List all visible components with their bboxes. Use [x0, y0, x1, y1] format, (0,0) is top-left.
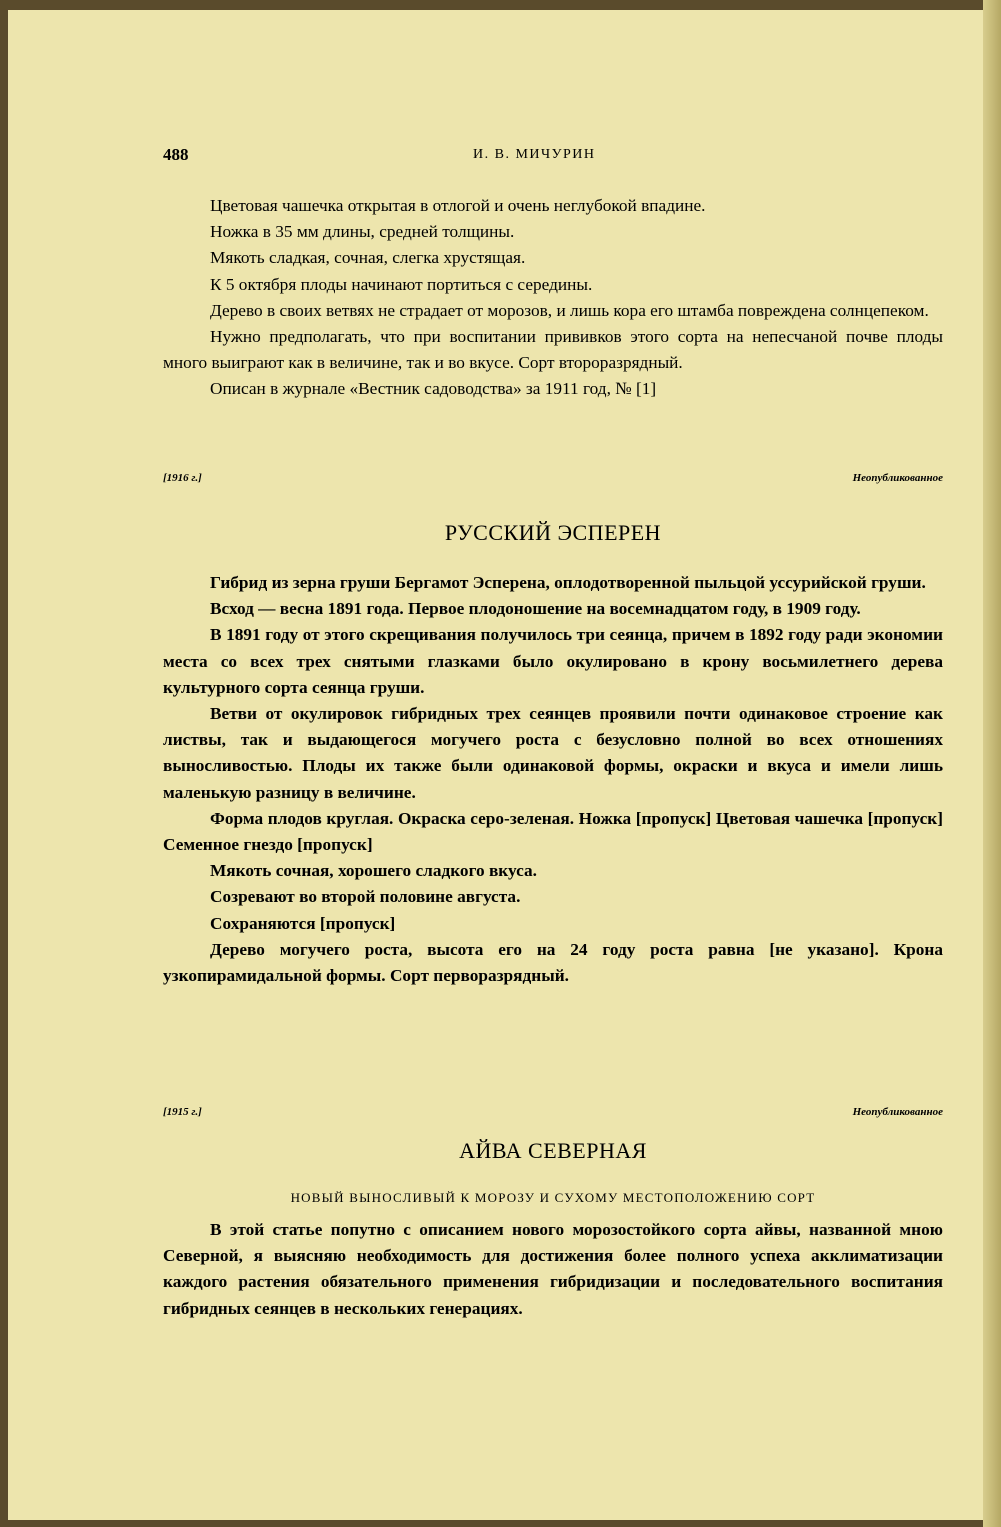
- paragraph: Описан в журнале «Вестник садоводства» за 1911 год, № [1]: [210, 379, 657, 399]
- section-2-text: [163, 570, 943, 989]
- paragraph: Ножка в 35 мм длины, средней толщины.: [210, 222, 515, 242]
- page-edge: [983, 0, 1001, 1527]
- date-note: [1915 г.]: [163, 1106, 202, 1118]
- section-1-text: [163, 193, 943, 403]
- publication-status: Неопубликованное: [852, 1106, 943, 1118]
- paragraph: В 1891 году от этого скрещивания получилось три сеянца, причем в 1892 году ради экономии места со всех трех снятыми глазками было окулировано в крону восьмилетнего дерева культурного сорта сеянца груши.: [163, 625, 943, 697]
- paragraph: Всход — весна 1891 года. Первое плодоношение на восемнадцатом году, в 1909 году.: [210, 599, 861, 619]
- paragraph: В этой статье попутно с описанием нового морозостойкого сорта айвы, названной мною Северной, я выясняю необходимость для достижения более полного успеха акклиматизации каждого растения обязательного применения гибридизации и последовательного воспитания гибридных сеянцев в нескольких генерациях.: [163, 1220, 943, 1318]
- paragraph: Дерево в своих ветвях не страдает от морозов, и лишь кора его штамба повреждена солнцепеком.: [210, 300, 929, 320]
- paragraph: Ветви от окулировок гибридных трех сеянцев проявили почти одинаковое строение как листвы, так и выдающегося могучего роста с безусловно полной во всех отношениях выносливостью. Плоды их также были одинаковой формы, окраски и вкуса и имели лишь маленькую разницу в величине.: [163, 704, 943, 802]
- paragraph: Форма плодов круглая. Окраска серо-зеленая. Ножка [пропуск] Цветовая чашечка [пропуск] Семенное гнездо [пропуск]: [163, 808, 943, 855]
- section-3-subtitle: НОВЫЙ ВЫНОСЛИВЫЙ К МОРОЗУ И СУХОМУ МЕСТОПОЛОЖЕНИЮ СОРТ: [290, 1190, 816, 1205]
- paragraph: Нужно предполагать, что при воспитании прививков этого сорта на непесчаной почве плоды много выиграют как в величине, так и во вкусе. Сорт второразрядный.: [163, 327, 943, 373]
- paragraph: Мякоть сочная, хорошего сладкого вкуса.: [210, 861, 537, 881]
- paragraph: К 5 октября плоды начинают портиться с середины.: [210, 274, 593, 294]
- section-2-title: РУССКИЙ ЭСПЕРЕН: [444, 520, 662, 545]
- paragraph: Гибрид из зерна груши Бергамот Эсперена, оплодотворенной пыльцой уссурийской груши.: [210, 573, 926, 592]
- section-2-meta: [163, 1106, 943, 1124]
- page-header: [163, 145, 943, 171]
- publication-status: Неопубликованное: [852, 472, 943, 484]
- section-3-title: АЙВА СЕВЕРНАЯ: [459, 1138, 647, 1163]
- running-head: И. В. МИЧУРИН: [473, 147, 596, 162]
- paragraph: Сохраняются [пропуск]: [210, 913, 396, 933]
- paragraph: Дерево могучего роста, высота его на 24 году роста равна [не указано]. Крона узкопирамидальной формы. Сорт перворазрядный.: [163, 939, 943, 986]
- page-number: 488: [163, 145, 189, 164]
- paragraph: Цветовая чашечка открытая в отлогой и очень неглубокой впадине.: [210, 196, 706, 215]
- section-3-text: [163, 1217, 943, 1322]
- section-1-meta: [163, 472, 943, 490]
- date-note: [1916 г.]: [163, 472, 202, 484]
- paragraph: Мякоть сладкая, сочная, слегка хрустящая.: [210, 248, 526, 268]
- paragraph: Созревают во второй половине августа.: [210, 887, 521, 907]
